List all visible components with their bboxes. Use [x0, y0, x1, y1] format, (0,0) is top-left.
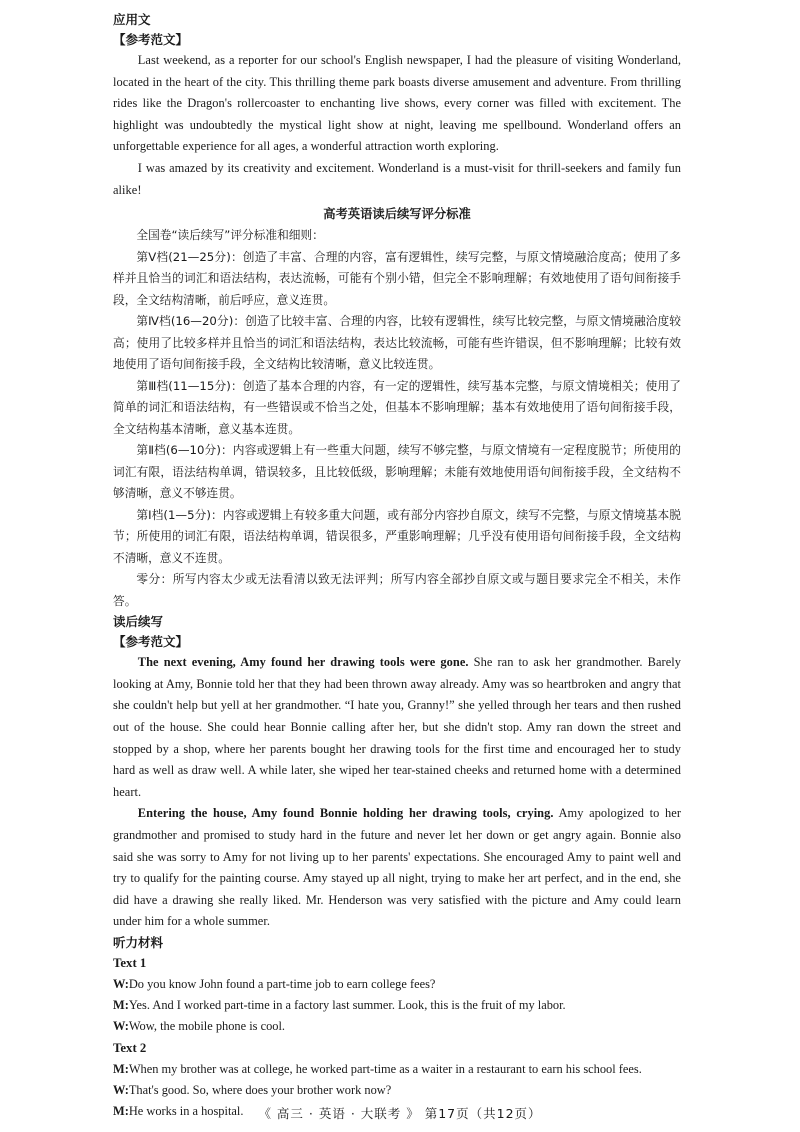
section-heading-continuation: 读后续写 [113, 614, 164, 630]
grading-level-0: 零分：所写内容太少或无法看清以致无法评判；所写内容全部抄自原文或与题目要求完全不相关，未作答。 [113, 572, 681, 608]
continuation-paragraph-1 [113, 652, 681, 803]
grading-level-2: 第Ⅱ档(6—10分)：内容或逻辑上有一些重大问题，续写不够完整，与原文情境有一定程度脱节；所使用的词汇有限，语法结构单调，错误较多，且比较低级，影响理解；未能有效地使用语句间衔接手段，全文结构不够清晰，意义不够连贯。 [113, 443, 681, 501]
speaker: M: [113, 1104, 129, 1119]
document-page [113, 10, 681, 1123]
speaker: W: [113, 1019, 129, 1034]
sample-essay-label: 【参考范文】 [113, 32, 189, 47]
dialogue-line [113, 1080, 681, 1101]
paragraph-lead-sentence: The next evening, Amy found her drawing tools were gone. [137, 655, 469, 670]
listening-text-label: Text 2 [113, 1040, 147, 1055]
grading-standard-title: 高考英语读后续写评分标准 [323, 207, 471, 222]
speaker: M: [113, 998, 129, 1013]
speaker: W: [113, 1083, 129, 1098]
listening-text-label: Text 1 [113, 955, 147, 970]
paragraph-body: Amy apologized to her grandmother and promised to study hard in the future and never let her down or get angry again. Bonnie also said she was sorry to Amy for not living up to her parents' expectations. She encouraged Amy to paint well and try to qualify for the painting course. Amy stayed up all night, trying to make her art perfect, and in the end, she did have a drawing she really liked. Mr. Henderson was very satisfied with the picture and Amy could learn under him for a whole summer. [113, 806, 681, 929]
utterance: Do you know John found a part-time job to earn college fees? [128, 976, 436, 991]
section-heading-applied-writing: 应用文 [113, 12, 151, 27]
essay-paragraph: I was amazed by its creativity and excitement. Wonderland is a must-visit for thrill-seekers and family fun alike! [113, 160, 681, 197]
utterance: That's good. So, where does your brother work now? [128, 1083, 392, 1098]
grading-level-3: 第Ⅲ档(11—15分)：创造了基本合理的内容，有一定的逻辑性，续写基本完整，与原文情境相关；使用了简单的词汇和语法结构，有一些错误或不恰当之处，但基本不影响理解；基本有效地使用了语句间衔接手段，全文结构基本清晰，意义基本连贯。 [113, 378, 681, 436]
grading-level-1: 第Ⅰ档(1—5分)：内容或逻辑上有较多重大问题，或有部分内容抄自原文，续写不完整，与原文情境基本脱节；所使用的词汇有限，语法结构单调，错误很多，严重影响理解；几乎没有使用语句间衔接手段，全文结构不清晰，意义不连贯。 [113, 507, 681, 565]
paragraph-lead-sentence: Entering the house, Amy found Bonnie holding her drawing tools, crying. [137, 806, 554, 821]
grading-intro: 全国卷“读后续写”评分标准和细则： [136, 228, 324, 243]
continuation-paragraph-2 [113, 803, 681, 933]
speaker: M: [113, 1061, 129, 1076]
dialogue-line [113, 1059, 681, 1080]
page-footer: 《 高三 · 英语 · 大联考 》 第17页（共12页） [258, 1106, 542, 1121]
dialogue-line [113, 1016, 681, 1037]
sample-essay-label: 【参考范文】 [113, 634, 189, 650]
speaker: W: [113, 976, 129, 991]
utterance: Wow, the mobile phone is cool. [128, 1019, 285, 1034]
utterance: When my brother was at college, he worked part-time as a waiter in a restaurant to earn his school fees. [128, 1061, 642, 1076]
utterance: He works in a hospital. [128, 1104, 244, 1119]
dialogue-line [113, 995, 681, 1016]
grading-level-4: 第Ⅳ档(16—20分)：创造了比较丰富、合理的内容，比较有逻辑性，续写比较完整，与原文情境融洽度较高；使用了比较多样并且恰当的词汇和语法结构，表达比较流畅，可能有些许错误，但不影响理解；比较有效地使用了语句间衔接手段，全文结构比较清晰，意义比较连贯。 [113, 314, 681, 372]
dialogue-line [113, 974, 681, 995]
essay-paragraph: Last weekend, as a reporter for our school's English newspaper, I had the pleasure of visiting Wonderland, located in the heart of the city. This thrilling theme park boasts diverse amusement and adventure. From thrilling rides like the Dragon's rollercoaster to enchanting live shows, every corner was filled with excitement. The highlight was undoubtedly the mystical light show at night, leaving me spellbound. Wonderland offers an unforgettable experience for all ages, a wonderful attraction worth exploring. [113, 53, 681, 154]
paragraph-body: She ran to ask her grandmother. Barely looking at Amy, Bonnie told her that they had been thrown away already. Amy was so heartbroken and angry that she couldn't help but yell at her grandmother. “I hate you, Granny!” she yelled through her tears and then rushed out of the house. She could hear Bonnie calling after her, but she didn't stop. Amy ran down the street and stopped by a shop, where her parents bought her drawing tools for the first time and encouraged her to study hard as well as draw well. A while later, she wiped her tear-stained cheeks and returned home with a determined heart. [113, 655, 681, 799]
grading-level-5: 第Ⅴ档(21—25分)：创造了丰富、合理的内容，富有逻辑性，续写完整，与原文情境融洽度高；使用了多样并且恰当的词汇和语法结构，表达流畅，可能有个别小错，但完全不影响理解；有效地使用了语句间衔接手段，全文结构清晰，前后呼应，意义连贯。 [113, 249, 681, 307]
utterance: Yes. And I worked part-time in a factory last summer. Look, this is the fruit of my labor. [128, 998, 566, 1013]
section-heading-listening: 听力材料 [113, 934, 164, 950]
